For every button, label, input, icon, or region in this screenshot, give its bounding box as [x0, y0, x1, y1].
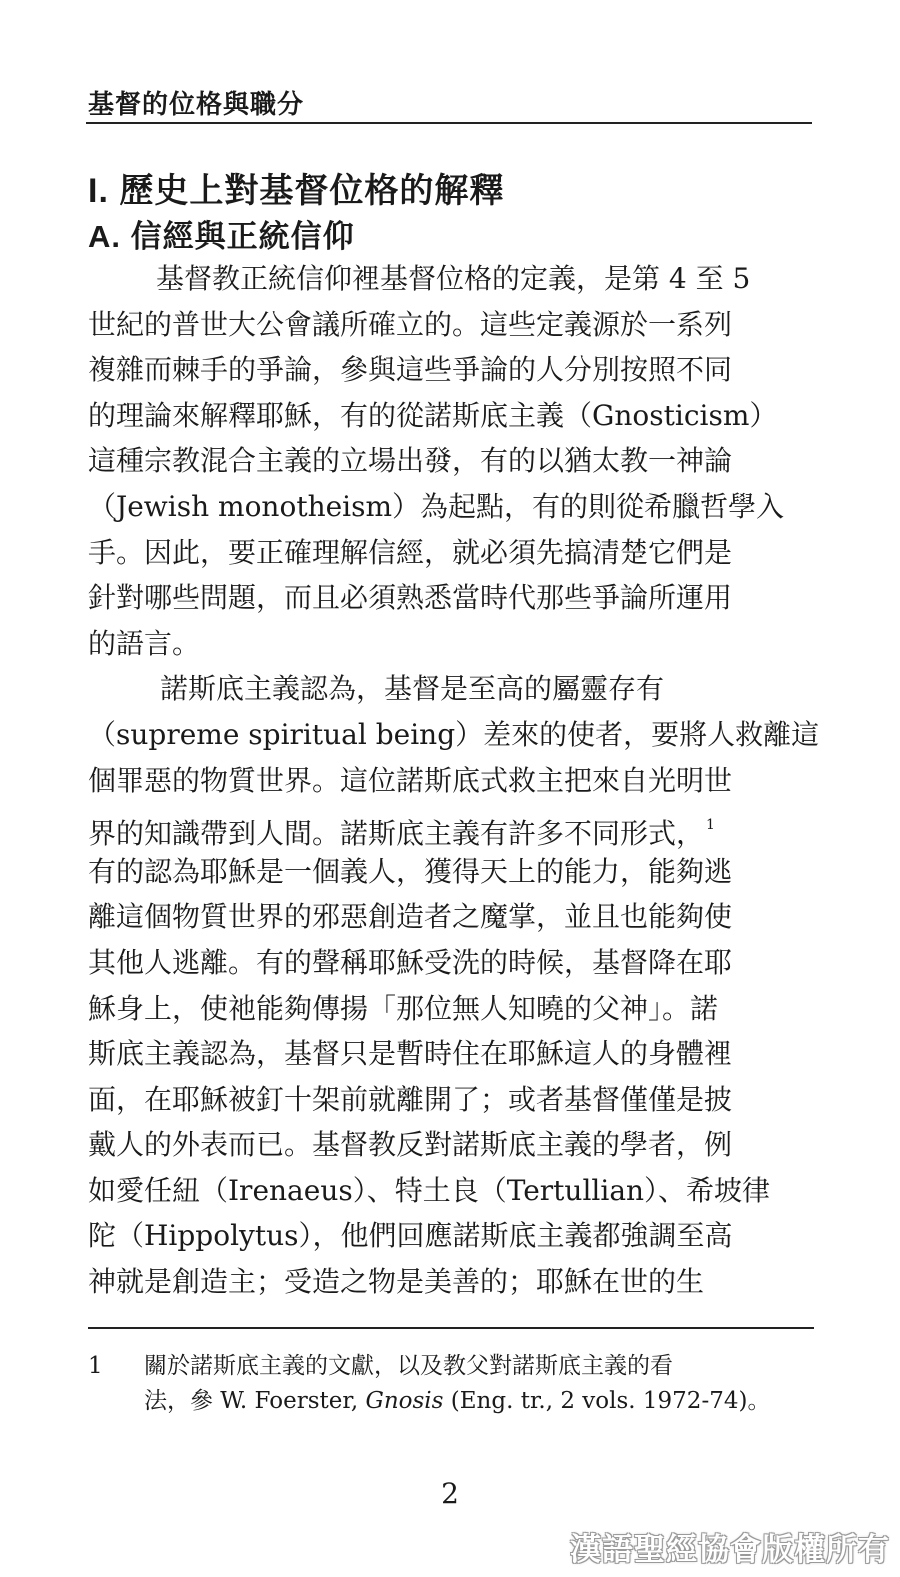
- running-header: 基督的位格與職分: [88, 89, 305, 119]
- body-line: 基督教正統信仰裡基督位格的定義，是第 4 至 5: [156, 262, 751, 295]
- body-line: 世紀的普世大公會議所確立的。這些定義源於一系列: [88, 307, 733, 341]
- body-line: 其他人逃離。有的聲稱耶穌受洗的時候，基督降在耶: [88, 945, 733, 979]
- body-line: 這種宗教混合主義的立場出發，有的以猶太教一神論: [88, 444, 733, 478]
- body-line: 如愛任紐（Irenaeus）、特土良（Tertullian）、希坡律: [88, 1173, 771, 1207]
- body-line: （Jewish monotheism）為起點，有的則從希臘哲學入: [88, 489, 785, 523]
- body-line: 的語言。: [88, 626, 201, 660]
- body-line: 諾斯底主義認為，基督是至高的屬靈存有: [160, 672, 665, 706]
- body-line: 有的認為耶穌是一個義人，獲得天上的能力，能夠逃: [88, 854, 733, 888]
- body-line: 神就是創造主；受造之物是美善的；耶穌在世的生: [88, 1265, 705, 1299]
- footnote-line: 關於諾斯底主義的文獻，以及教父對諾斯底主義的看: [144, 1353, 673, 1379]
- footnote: [88, 1349, 818, 1419]
- body-line-text: 界的知識帶到人間。諾斯底主義有許多不同形式，: [88, 817, 705, 851]
- footnote-line: [144, 1384, 770, 1419]
- footnote-number: 1: [88, 1353, 103, 1379]
- footnote-text-post: (Eng. tr., 2 vols. 1972-74)。: [443, 1388, 771, 1414]
- section-heading: I. 歷史上對基督位格的解釋: [88, 172, 505, 210]
- body-line: 戴人的外表而已。基督教反對諾斯底主義的學者，例: [88, 1128, 733, 1162]
- body-line-with-footnote: [88, 803, 818, 849]
- body-line: 的理論來解釋耶穌，有的從諾斯底主義（Gnosticism）: [88, 398, 778, 432]
- header-divider: [86, 122, 812, 124]
- body-line: 面，在耶穌被釘十架前就離開了；或者基督僅僅是披: [88, 1082, 733, 1116]
- page-number: 2: [441, 1477, 459, 1510]
- body-line: 個罪惡的物質世界。這位諾斯底式救主把來自光明世: [88, 763, 733, 797]
- copyright-watermark: 漢語聖經協會版權所有: [570, 1532, 890, 1568]
- footnote-text: [144, 1349, 770, 1419]
- body-line: 陀（Hippolytus），他們回應諾斯底主義都強調至高: [88, 1219, 733, 1253]
- body-line: 穌身上，使祂能夠傳揚「那位無人知曉的父神」。諾: [88, 991, 719, 1025]
- footnote-divider: [88, 1327, 814, 1329]
- footnote-marker[interactable]: 1: [706, 817, 715, 834]
- body-text: [88, 256, 818, 1305]
- body-line: （supreme spiritual being）差來的使者，要將人救離這: [88, 717, 820, 751]
- body-line: 斯底主義認為，基督只是暫時住在耶穌這人的身體裡: [88, 1037, 733, 1071]
- footnote-book-title: Gnosis: [365, 1388, 444, 1414]
- body-line: 離這個物質世界的邪惡創造者之魔掌，並且也能夠使: [88, 900, 733, 934]
- body-line: 手。因此，要正確理解信經，就必須先搞清楚它們是: [88, 535, 733, 569]
- body-line: 針對哪些問題，而且必須熟悉當時代那些爭論所運用: [88, 581, 733, 615]
- section-subheading: A. 信經與正統信仰: [88, 219, 355, 254]
- footnote-text-pre: 法，參 W. Foerster,: [144, 1388, 366, 1414]
- body-line: 複雜而棘手的爭論，參與這些爭論的人分別按照不同: [88, 353, 733, 387]
